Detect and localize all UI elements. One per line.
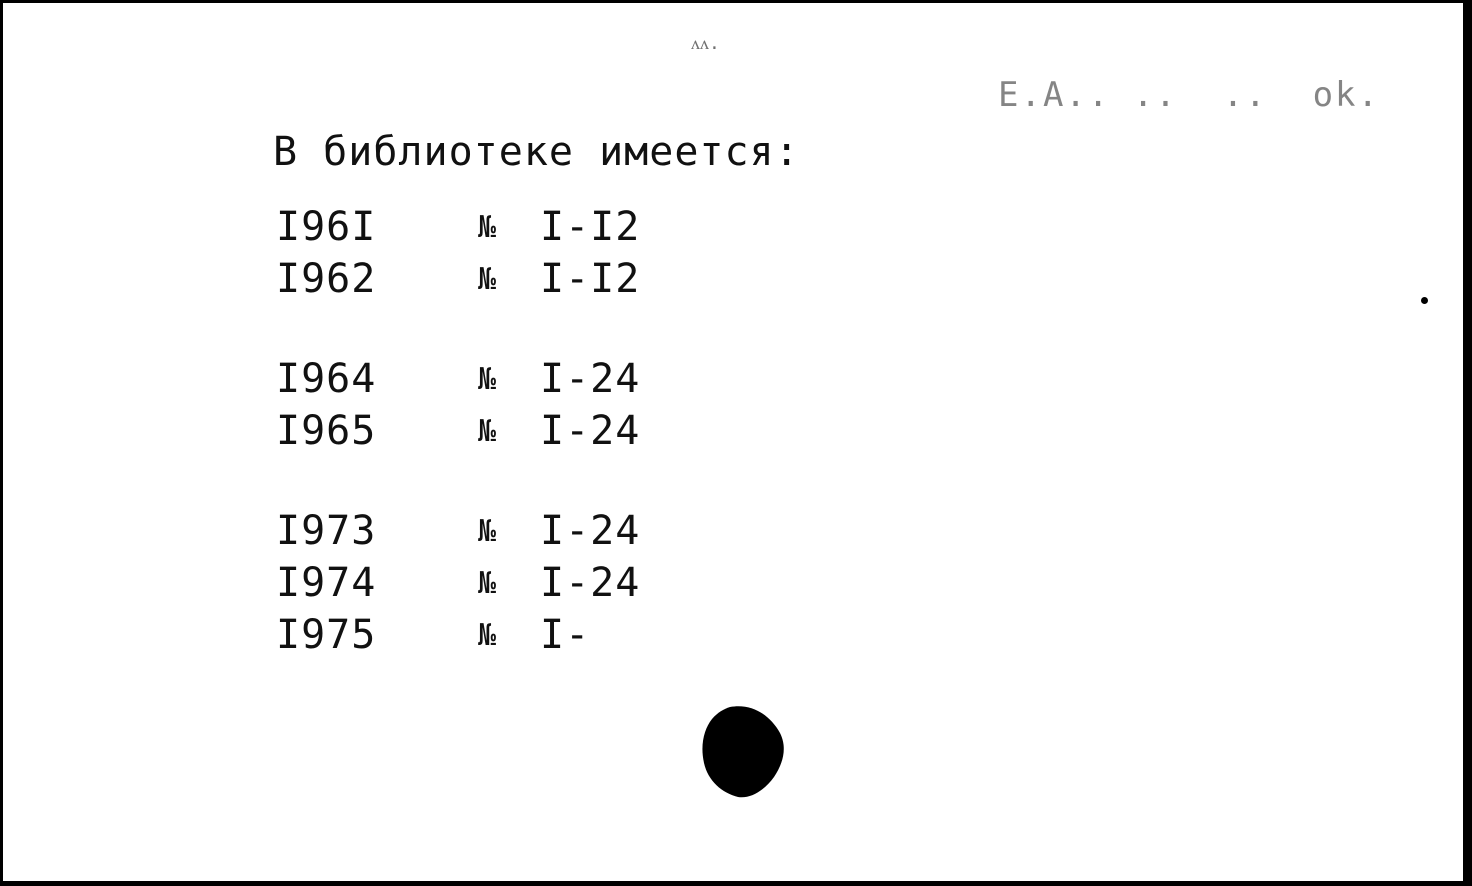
punch-hole: [700, 703, 786, 799]
ink-speck: [1421, 297, 1428, 304]
number-sign: №: [478, 209, 498, 245]
corner-note: E.A.. .. .. ok.: [998, 75, 1380, 115]
holding-row: [276, 405, 640, 457]
holding-year: I974: [276, 560, 377, 606]
card-heading: В библиотеке имеется:: [273, 129, 800, 175]
holding-row: [276, 353, 640, 405]
holding-row: [276, 609, 640, 661]
holding-range: I-24: [540, 560, 641, 606]
number-sign: №: [478, 361, 498, 397]
holding-range: I-I2: [540, 256, 641, 302]
holding-year: I962: [276, 256, 377, 302]
holding-row: [276, 505, 640, 557]
holding-range: I-24: [540, 356, 641, 402]
holding-year: I975: [276, 612, 377, 658]
holding-year: I973: [276, 508, 377, 554]
catalog-card: [3, 3, 1463, 881]
number-sign: №: [478, 261, 498, 297]
number-sign: №: [478, 617, 498, 653]
holdings-list: [276, 201, 640, 661]
number-sign: №: [478, 513, 498, 549]
top-mark: ᴧᴧ.: [691, 33, 720, 54]
number-sign: №: [478, 413, 498, 449]
holding-row: [276, 557, 640, 609]
holding-range: I-: [540, 612, 591, 658]
holding-row: [276, 253, 640, 305]
holding-range: I-24: [540, 508, 641, 554]
holding-year: I965: [276, 408, 377, 454]
holding-year: I964: [276, 356, 377, 402]
holding-row: [276, 201, 640, 253]
holding-year: I96I: [276, 204, 377, 250]
holding-range: I-24: [540, 408, 641, 454]
holding-range: I-I2: [540, 204, 641, 250]
number-sign: №: [478, 565, 498, 601]
